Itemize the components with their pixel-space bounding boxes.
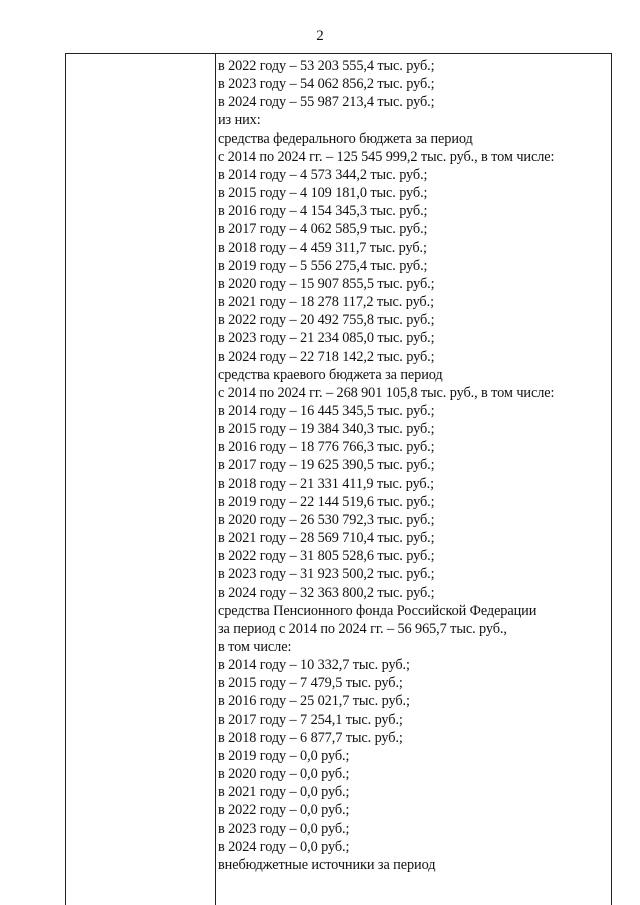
text-line: из них: [218,112,261,129]
text-line: в 2018 году – 21 331 411,9 тыс. руб.; [218,475,434,492]
text-line: за период с 2014 по 2024 гг. – 56 965,7 тыс. руб., [218,620,507,637]
text-line: средства краевого бюджета за период [218,366,443,383]
text-line: в 2015 году – 4 109 181,0 тыс. руб.; [218,185,428,202]
text-line: в том числе: [218,639,292,655]
text-line: в 2022 году – 53 203 555,4 тыс. руб.; [218,58,435,74]
text-line: с 2014 по 2024 гг. – 268 901 105,8 тыс. руб., в том числе: [218,384,555,401]
text-line: в 2022 году – 0,0 руб.; [218,802,350,819]
text-line: в 2024 году – 22 718 142,2 тыс. руб.; [218,348,435,365]
text-line: в 2016 году – 18 776 766,3 тыс. руб.; [218,439,435,456]
text-line: в 2021 году – 28 569 710,4 тыс. руб.; [218,530,435,547]
text-line: в 2016 году – 25 021,7 тыс. руб.; [218,693,410,710]
text-line: в 2024 году – 55 987 213,4 тыс. руб.; [218,94,435,111]
text-line: в 2020 году – 15 907 855,5 тыс. руб.; [218,275,435,292]
text-line: в 2022 году – 31 805 528,6 тыс. руб.; [218,548,435,565]
page-number: 2 [316,28,324,44]
text-line: в 2018 году – 6 877,7 тыс. руб.; [218,729,403,746]
text-line: в 2019 году – 0,0 руб.; [218,747,350,764]
text-line: в 2022 году – 20 492 755,8 тыс. руб.; [218,312,435,329]
text-line: в 2015 году – 19 384 340,3 тыс. руб.; [218,421,435,438]
text-line: в 2017 году – 7 254,1 тыс. руб.; [218,711,403,728]
text-line: в 2024 году – 32 363 800,2 тыс. руб.; [218,584,435,601]
text-line: в 2023 году – 0,0 руб.; [218,820,350,837]
text-line: в 2021 году – 0,0 руб.; [218,784,350,801]
table-right-cell [216,54,611,905]
text-line: в 2023 году – 21 234 085,0 тыс. руб.; [218,330,435,347]
text-line: внебюджетные источники за период [218,856,436,873]
text-line: средства федерального бюджета за период [218,130,473,147]
text-line: в 2021 году – 18 278 117,2 тыс. руб.; [218,294,434,311]
text-line: в 2020 году – 0,0 руб.; [218,766,350,783]
text-line: с 2014 по 2024 гг. – 125 545 999,2 тыс. руб., в том числе: [218,148,555,165]
text-line: в 2014 году – 10 332,7 тыс. руб.; [218,657,410,674]
table-left-cell [66,54,216,905]
text-line: в 2015 году – 7 479,5 тыс. руб.; [218,675,403,692]
text-line: в 2017 году – 19 625 390,5 тыс. руб.; [218,457,435,474]
text-line: в 2017 году – 4 062 585,9 тыс. руб.; [218,221,428,238]
text-line: в 2018 году – 4 459 311,7 тыс. руб.; [218,239,427,256]
text-line: в 2023 году – 31 923 500,2 тыс. руб.; [218,566,435,583]
text-line: в 2020 году – 26 530 792,3 тыс. руб.; [218,511,435,528]
text-line: в 2019 году – 22 144 519,6 тыс. руб.; [218,493,435,510]
text-line: в 2019 году – 5 556 275,4 тыс. руб.; [218,257,428,274]
text-line: в 2014 году – 16 445 345,5 тыс. руб.; [218,402,435,419]
document-table [65,53,612,905]
text-line: в 2023 году – 54 062 856,2 тыс. руб.; [218,76,435,93]
text-line: в 2024 году – 0,0 руб.; [218,838,350,855]
text-line: в 2014 году – 4 573 344,2 тыс. руб.; [218,166,428,183]
text-line: средства Пенсионного фонда Российской Федерации [218,602,537,619]
text-line: в 2016 году – 4 154 345,3 тыс. руб.; [218,203,428,220]
